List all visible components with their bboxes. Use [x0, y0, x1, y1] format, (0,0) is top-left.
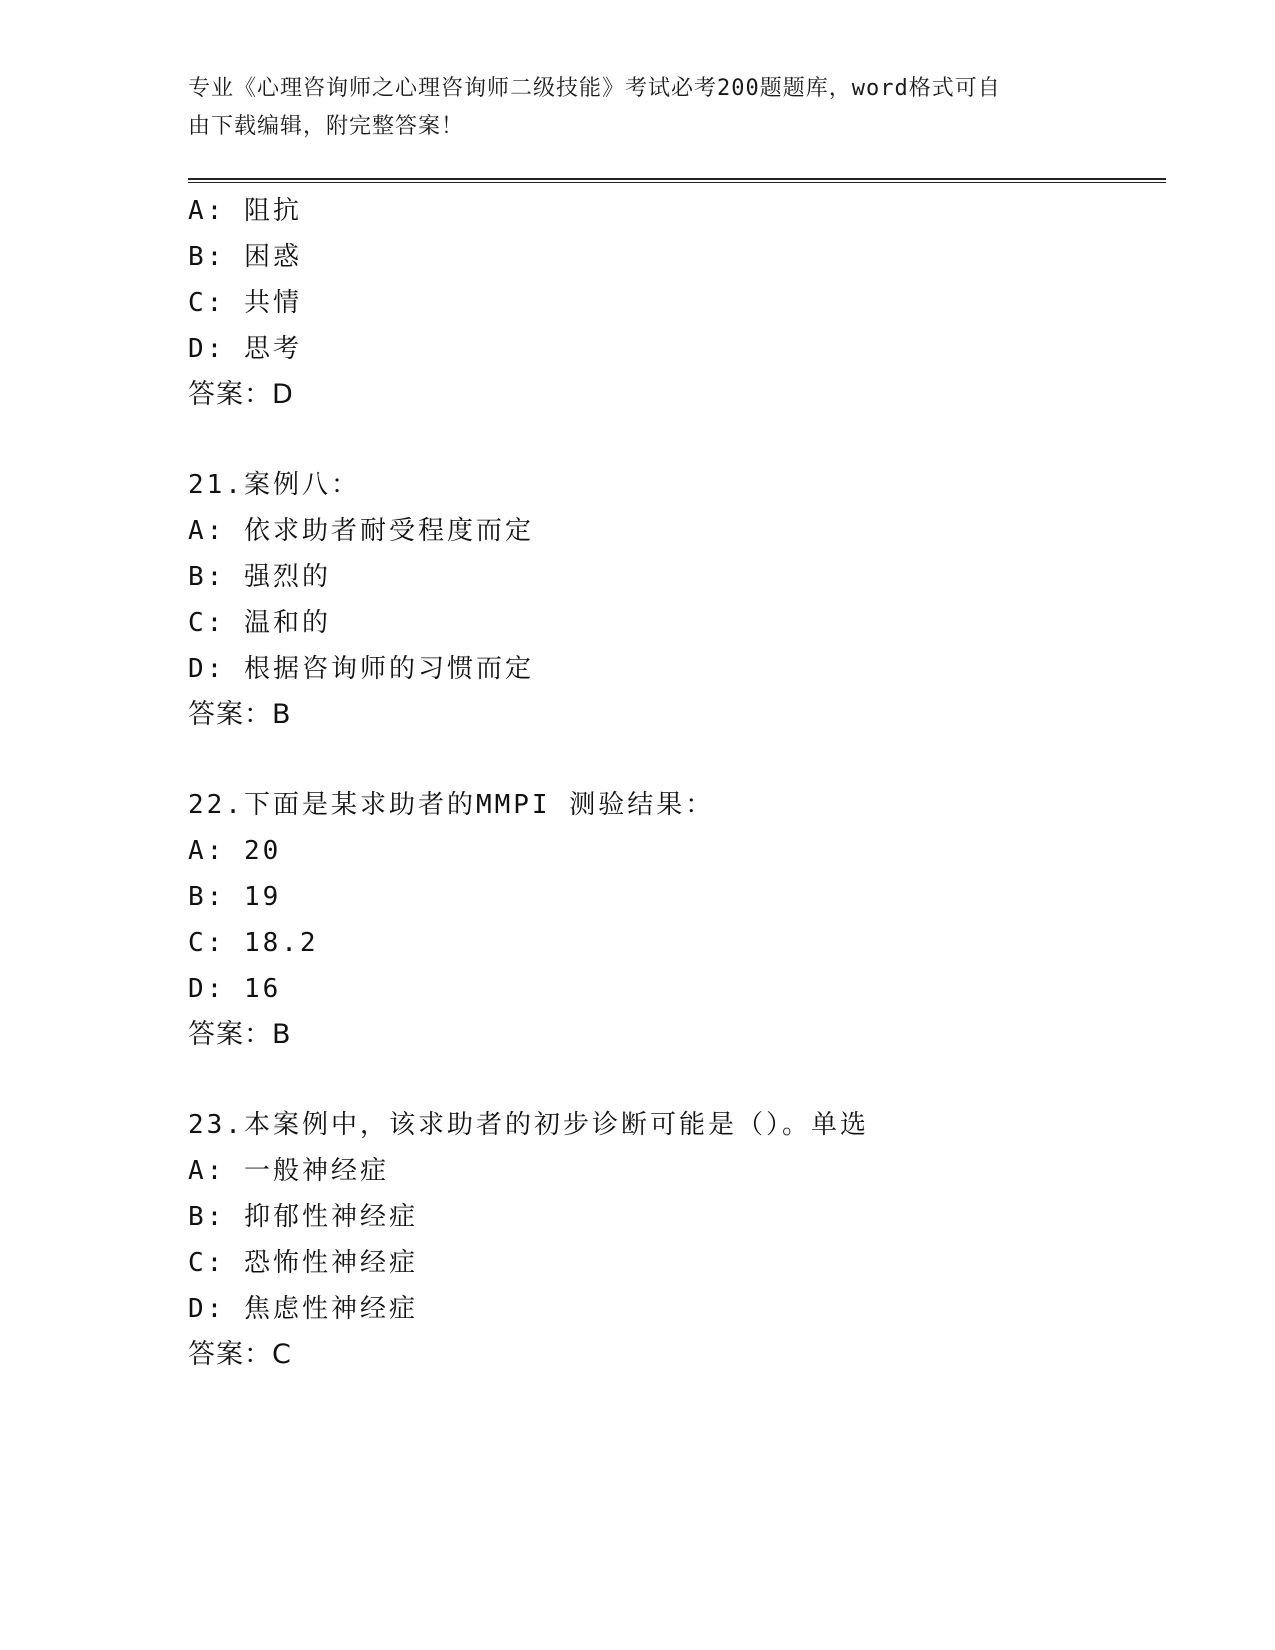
block-spacer [188, 1058, 1166, 1102]
document-header [188, 70, 1068, 146]
answer-line: 答案：B [188, 699, 292, 730]
question-text: 21.案例八： [188, 470, 360, 500]
block-spacer [188, 418, 1166, 462]
option-b: B: 强烈的 [188, 562, 331, 592]
header-line-2: 由下载编辑，附完整答案！ [188, 114, 465, 139]
option-b: B: 19 [188, 882, 282, 912]
option-b: B: 困惑 [188, 242, 302, 272]
option-a: A: 20 [188, 836, 282, 866]
question-text: 22.下面是某求助者的MMPI 测验结果： [188, 790, 715, 820]
option-a: A: 依求助者耐受程度而定 [188, 516, 534, 546]
question-block [188, 462, 1166, 738]
question-text: 23.本案例中，该求助者的初步诊断可能是（）。单选 [188, 1110, 869, 1140]
option-c: C: 恐怖性神经症 [188, 1248, 418, 1278]
answer-line: 答案：B [188, 1019, 292, 1050]
option-a: A: 阻抗 [188, 196, 302, 226]
block-spacer [188, 738, 1166, 782]
option-b: B: 抑郁性神经症 [188, 1202, 418, 1232]
question-block [188, 1102, 1166, 1378]
option-d: D: 焦虑性神经症 [188, 1294, 418, 1324]
option-c: C: 温和的 [188, 608, 331, 638]
header-line-1: 专业《心理咨询师之心理咨询师二级技能》考试必考200题题库，word格式可自 [188, 76, 1001, 101]
header-divider [188, 178, 1166, 183]
option-d: D: 16 [188, 974, 282, 1004]
answer-line: 答案：D [188, 379, 294, 410]
option-a: A: 一般神经症 [188, 1156, 389, 1186]
answer-line: 答案：C [188, 1339, 292, 1370]
option-c: C: 18.2 [188, 928, 319, 958]
option-c: C: 共情 [188, 288, 302, 318]
option-d: D: 思考 [188, 334, 302, 364]
question-block [188, 188, 1166, 418]
option-d: D: 根据咨询师的习惯而定 [188, 654, 534, 684]
question-list [188, 188, 1166, 1378]
question-block [188, 782, 1166, 1058]
